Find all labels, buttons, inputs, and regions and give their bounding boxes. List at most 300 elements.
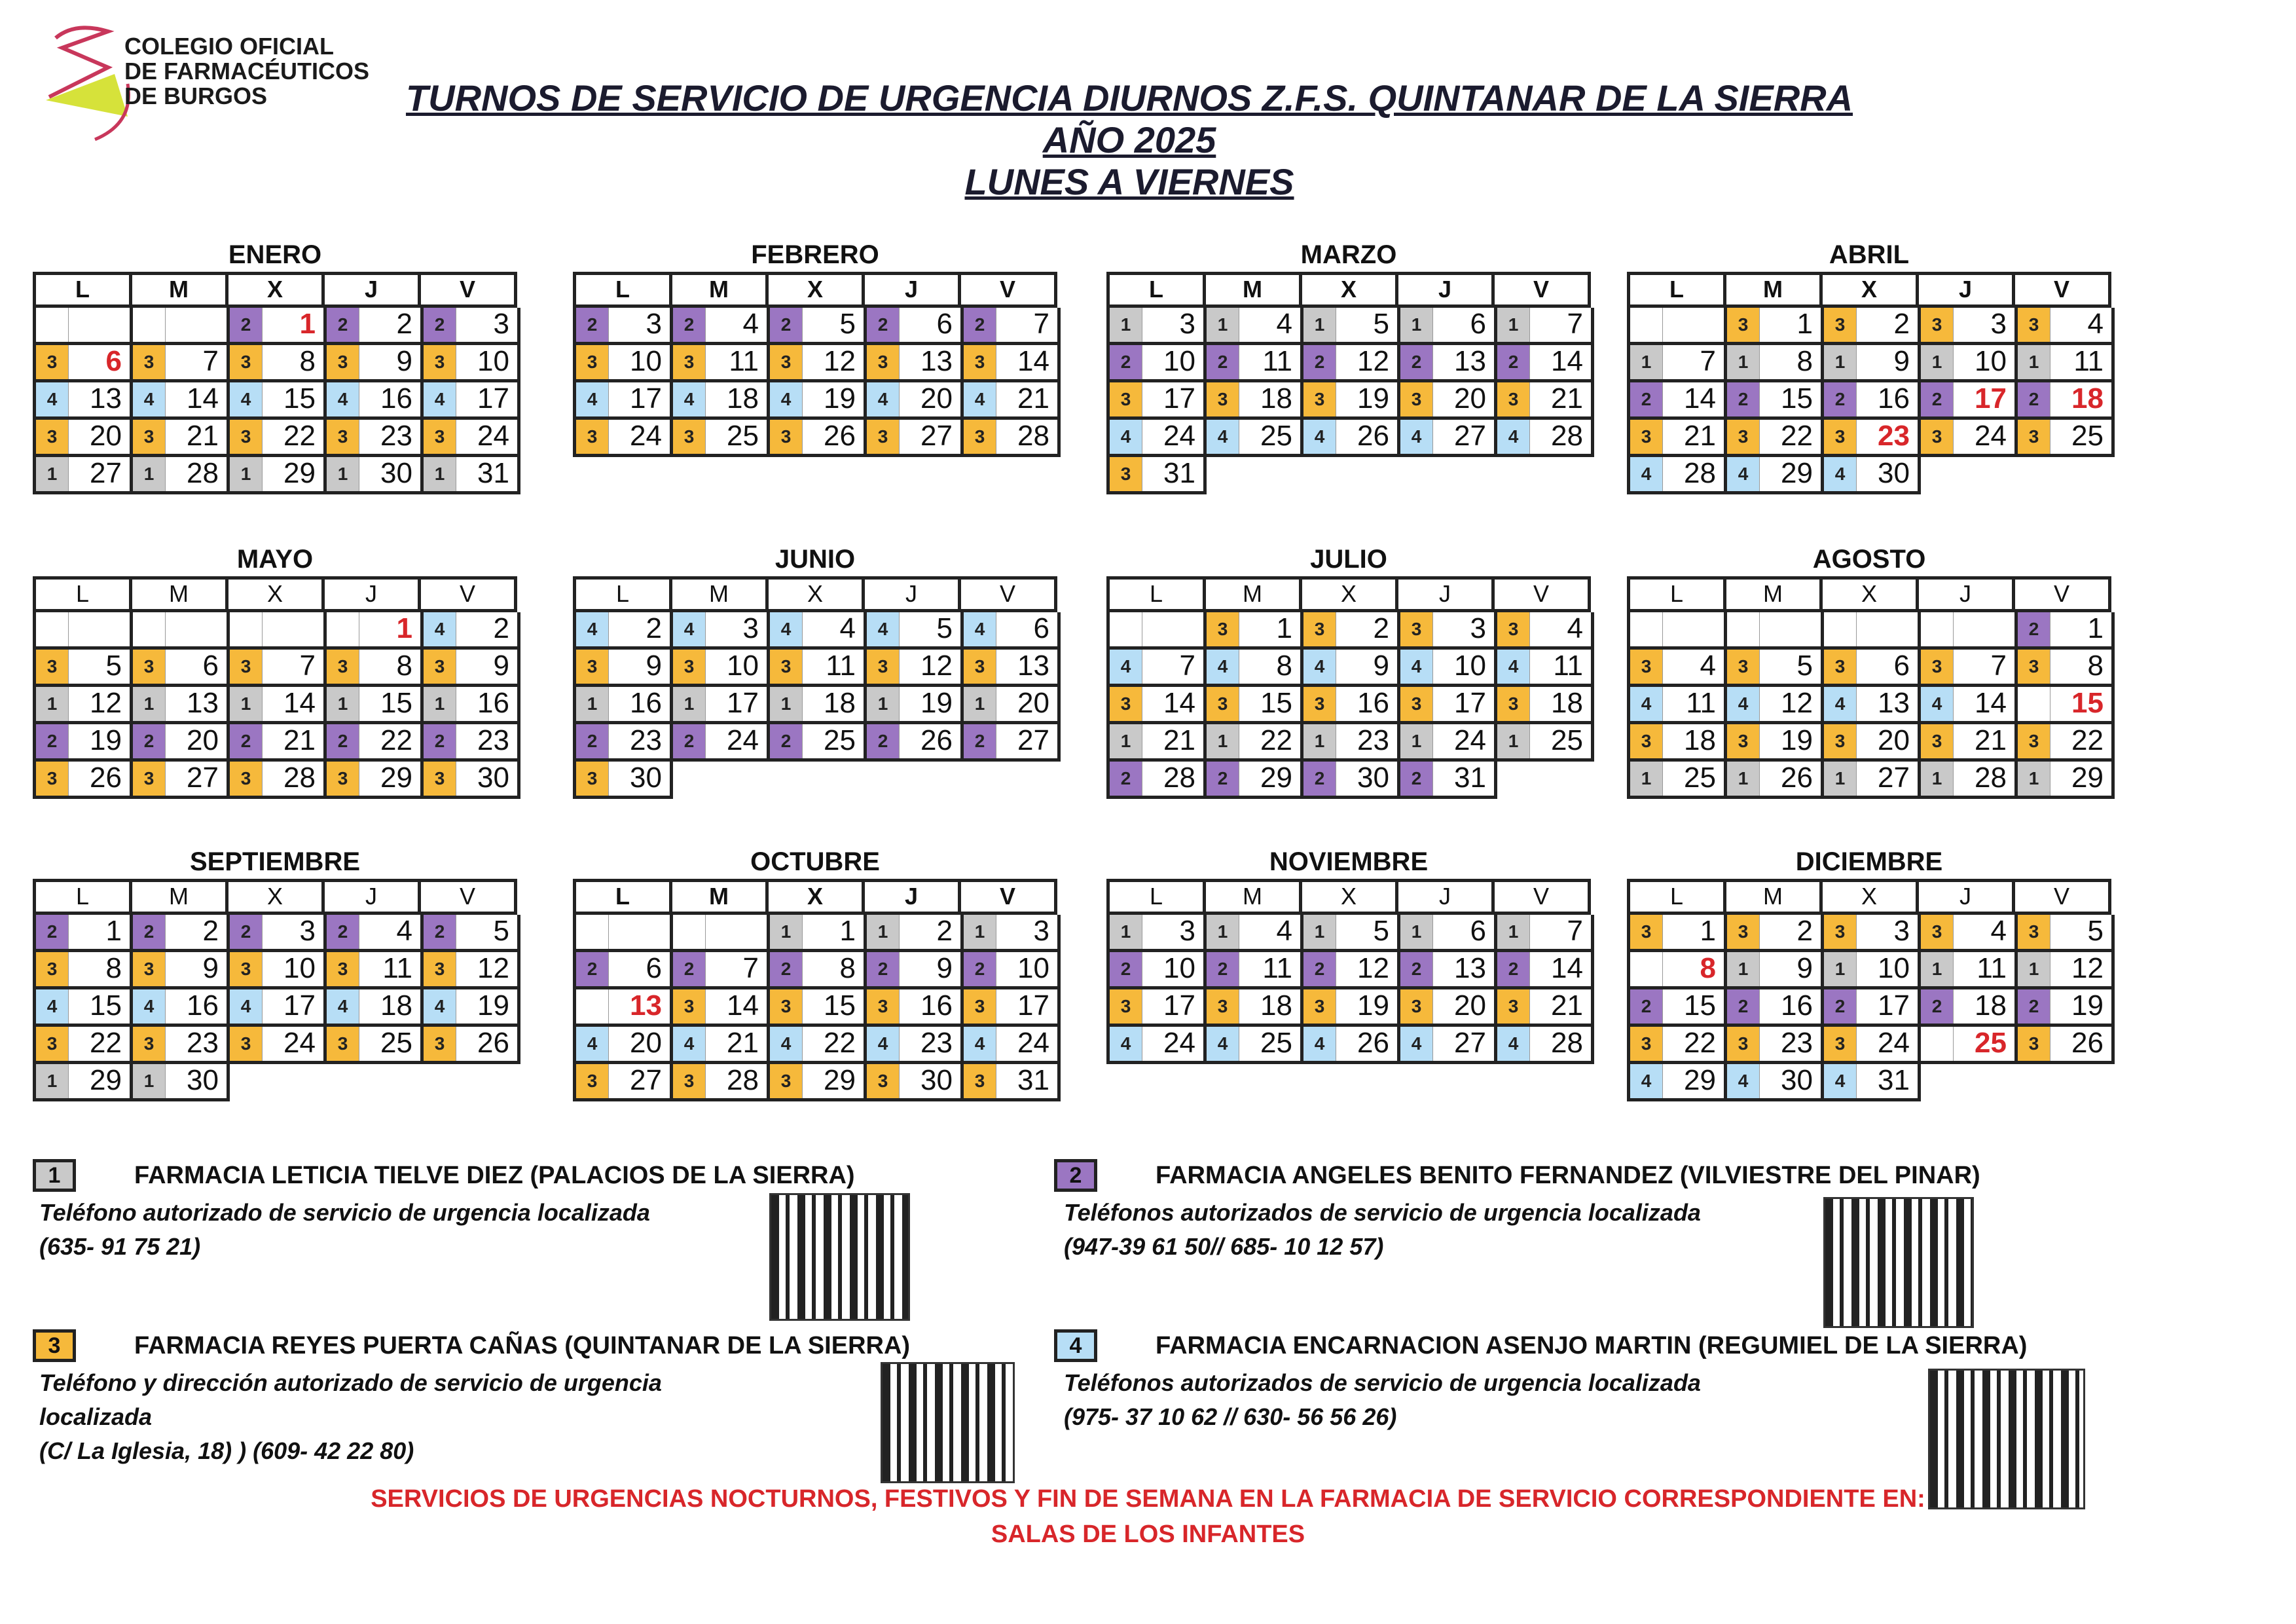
day-cell[interactable] [1203, 420, 1303, 457]
day-cell[interactable] [670, 382, 770, 420]
day-cell[interactable] [573, 1064, 673, 1101]
day-cell[interactable] [864, 724, 964, 762]
day-cell[interactable] [130, 1064, 230, 1101]
shift-badge: 2 [1824, 989, 1857, 1024]
day-cell[interactable] [227, 724, 327, 762]
day-cell[interactable] [1203, 952, 1303, 989]
weekday-header [33, 576, 517, 609]
day-cell[interactable] [323, 1027, 424, 1064]
day-cell[interactable] [420, 989, 520, 1027]
day-cell[interactable] [864, 952, 964, 989]
day-cell[interactable] [767, 382, 867, 420]
day-cell[interactable] [670, 308, 770, 345]
day-cell[interactable] [1397, 989, 1497, 1027]
day-cell[interactable] [2014, 762, 2115, 799]
day-cell[interactable] [420, 457, 520, 494]
day-cell[interactable] [2014, 687, 2115, 724]
day-cell[interactable] [670, 612, 770, 650]
day-cell[interactable] [420, 420, 520, 457]
day-cell[interactable] [864, 1027, 964, 1064]
day-cell[interactable] [960, 952, 1061, 989]
day-cell[interactable] [573, 420, 673, 457]
day-cell[interactable] [1724, 989, 1824, 1027]
day-cell[interactable] [767, 612, 867, 650]
day-cell[interactable] [670, 687, 770, 724]
day-cell[interactable] [1300, 650, 1400, 687]
day-cell[interactable] [1918, 687, 2018, 724]
shift-badge: 4 [36, 382, 69, 416]
day-cell[interactable] [227, 382, 327, 420]
day-cell[interactable] [1106, 915, 1207, 952]
shift-badge: 1 [1727, 345, 1760, 379]
day-cell[interactable] [227, 345, 327, 382]
day-cell[interactable] [670, 1027, 770, 1064]
day-cell[interactable] [1494, 915, 1594, 952]
day-cell[interactable] [1106, 1027, 1207, 1064]
day-cell[interactable] [1821, 1027, 1921, 1064]
day-cell[interactable] [227, 687, 327, 724]
day-number: 10 [1017, 952, 1049, 984]
day-cell[interactable] [420, 724, 520, 762]
day-cell[interactable] [227, 762, 327, 799]
day-cell[interactable] [1106, 989, 1207, 1027]
day-cell[interactable] [1397, 687, 1497, 724]
day-cell[interactable] [1627, 420, 1727, 457]
day-cell[interactable] [960, 1064, 1061, 1101]
day-cell[interactable] [227, 989, 327, 1027]
day-cell[interactable] [1300, 382, 1400, 420]
day-cell[interactable] [864, 1064, 964, 1101]
day-cell[interactable] [1724, 308, 1824, 345]
day-cell[interactable] [420, 382, 520, 420]
day-cell[interactable] [1106, 420, 1207, 457]
day-cell[interactable] [1918, 345, 2018, 382]
day-cell[interactable] [1397, 650, 1497, 687]
day-cell[interactable] [1106, 952, 1207, 989]
day-cell[interactable] [2014, 382, 2115, 420]
qr-code-icon[interactable] [769, 1193, 910, 1321]
day-cell[interactable] [1821, 915, 1921, 952]
day-number: 25 [727, 420, 759, 452]
day-cell[interactable] [1300, 724, 1400, 762]
day-cell[interactable] [1397, 762, 1497, 799]
day-cell[interactable] [1397, 308, 1497, 345]
qr-code-icon[interactable] [1823, 1197, 1974, 1328]
shift-badge: 3 [1824, 308, 1857, 342]
day-cell[interactable] [670, 345, 770, 382]
day-cell[interactable] [323, 952, 424, 989]
day-cell[interactable] [1627, 1027, 1727, 1064]
day-cell[interactable] [323, 724, 424, 762]
day-cell[interactable] [33, 457, 133, 494]
day-cell[interactable] [227, 650, 327, 687]
day-cell[interactable] [573, 1027, 673, 1064]
day-cell[interactable] [33, 687, 133, 724]
day-cell[interactable] [1494, 420, 1594, 457]
day-cell[interactable] [1494, 687, 1594, 724]
day-cell[interactable] [1106, 345, 1207, 382]
day-cell[interactable] [1724, 1027, 1824, 1064]
day-cell[interactable] [1821, 420, 1921, 457]
day-cell[interactable] [2014, 420, 2115, 457]
day-number: 9 [646, 650, 662, 682]
day-cell[interactable] [573, 724, 673, 762]
day-cell[interactable] [1494, 308, 1594, 345]
day-cell[interactable] [1106, 650, 1207, 687]
day-cell[interactable] [33, 650, 133, 687]
day-cell[interactable] [323, 915, 424, 952]
day-cell[interactable] [323, 308, 424, 345]
day-cell[interactable] [1300, 915, 1400, 952]
day-cell[interactable] [33, 989, 133, 1027]
day-cell[interactable] [1494, 952, 1594, 989]
day-cell[interactable] [1106, 762, 1207, 799]
night-service-notice [0, 1481, 2296, 1552]
day-cell[interactable] [2014, 989, 2115, 1027]
day-cell[interactable] [323, 382, 424, 420]
day-cell[interactable] [960, 612, 1061, 650]
day-cell[interactable] [1494, 382, 1594, 420]
day-number: 8 [2087, 650, 2104, 682]
day-cell[interactable] [1300, 687, 1400, 724]
day-cell[interactable] [767, 308, 867, 345]
day-cell[interactable] [573, 650, 673, 687]
day-number: 22 [1260, 724, 1292, 756]
day-cell[interactable] [960, 308, 1061, 345]
day-cell[interactable] [1300, 420, 1400, 457]
day-cell[interactable] [864, 687, 964, 724]
day-cell[interactable] [2014, 1027, 2115, 1064]
day-cell[interactable] [1494, 612, 1594, 650]
day-cell[interactable] [130, 420, 230, 457]
day-cell[interactable] [573, 612, 673, 650]
day-cell[interactable] [1918, 762, 2018, 799]
day-cell[interactable] [960, 1027, 1061, 1064]
day-cell[interactable] [1918, 308, 2018, 345]
day-cell[interactable] [33, 724, 133, 762]
day-cell[interactable] [573, 345, 673, 382]
day-cell[interactable] [323, 650, 424, 687]
day-cell[interactable] [1627, 762, 1727, 799]
day-cell[interactable] [767, 915, 867, 952]
shift-badge: 3 [2018, 308, 2050, 342]
day-cell[interactable] [130, 345, 230, 382]
shift-badge: 3 [1727, 650, 1760, 684]
day-cell[interactable] [1918, 382, 2018, 420]
day-cell[interactable] [573, 308, 673, 345]
shift-badge: 3 [673, 420, 706, 454]
day-cell[interactable] [670, 1064, 770, 1101]
day-cell[interactable] [767, 420, 867, 457]
day-cell[interactable] [960, 989, 1061, 1027]
day-cell[interactable] [2014, 952, 2115, 989]
day-cell[interactable] [1106, 382, 1207, 420]
day-cell[interactable] [1918, 952, 2018, 989]
day-cell[interactable] [960, 382, 1061, 420]
weekday-label: J [862, 882, 958, 912]
shift-badge: 1 [2018, 952, 2050, 986]
day-cell[interactable] [767, 345, 867, 382]
day-cell[interactable] [1627, 687, 1727, 724]
day-cell[interactable] [130, 382, 230, 420]
day-cell[interactable] [1397, 1027, 1497, 1064]
day-cell[interactable] [1627, 724, 1727, 762]
day-cell[interactable] [420, 762, 520, 799]
shift-badge: 1 [1824, 345, 1857, 379]
day-cell[interactable] [767, 989, 867, 1027]
day-number: 2 [493, 612, 509, 644]
day-cell[interactable] [1821, 687, 1921, 724]
day-cell[interactable] [1821, 382, 1921, 420]
day-cell[interactable] [1203, 762, 1303, 799]
day-cell[interactable] [33, 420, 133, 457]
day-cell[interactable] [33, 915, 133, 952]
day-cell[interactable] [864, 989, 964, 1027]
day-cell[interactable] [767, 687, 867, 724]
weekday-label: X [1819, 275, 1916, 304]
shift-badge: 4 [867, 612, 900, 646]
day-cell[interactable] [1821, 724, 1921, 762]
day-cell[interactable] [1397, 915, 1497, 952]
day-cell[interactable] [420, 345, 520, 382]
day-number: 4 [2087, 308, 2104, 340]
day-cell[interactable] [1821, 457, 1921, 494]
day-cell[interactable] [1203, 989, 1303, 1027]
day-cell[interactable] [670, 650, 770, 687]
day-cell[interactable] [670, 952, 770, 989]
day-cell[interactable] [1627, 345, 1727, 382]
day-number: 7 [1567, 915, 1583, 947]
day-cell[interactable] [1724, 457, 1824, 494]
day-cell[interactable] [323, 989, 424, 1027]
day-cell[interactable] [1300, 308, 1400, 345]
day-cell[interactable] [1397, 382, 1497, 420]
day-cell[interactable] [1300, 345, 1400, 382]
day-cell[interactable] [323, 345, 424, 382]
day-number: 21 [283, 724, 316, 756]
day-cell[interactable] [1724, 382, 1824, 420]
day-cell[interactable] [1821, 650, 1921, 687]
day-cell[interactable] [420, 308, 520, 345]
day-cell[interactable] [1397, 420, 1497, 457]
shift-badge: 1 [1303, 915, 1336, 949]
day-cell[interactable] [1627, 915, 1727, 952]
day-cell[interactable] [130, 762, 230, 799]
shift-badge: 4 [1727, 457, 1760, 491]
day-cell[interactable] [864, 345, 964, 382]
day-cell[interactable] [1300, 1027, 1400, 1064]
day-cell[interactable] [33, 382, 133, 420]
day-cell[interactable] [1203, 915, 1303, 952]
day-cell[interactable] [1203, 687, 1303, 724]
day-cell[interactable] [323, 457, 424, 494]
shift-badge: 4 [424, 612, 456, 646]
day-cell[interactable] [767, 1064, 867, 1101]
day-cell[interactable] [1724, 687, 1824, 724]
day-cell[interactable] [767, 650, 867, 687]
day-cell[interactable] [1724, 762, 1824, 799]
day-cell[interactable] [1494, 724, 1594, 762]
day-cell[interactable] [573, 952, 673, 989]
day-cell[interactable] [130, 952, 230, 989]
day-cell[interactable] [864, 650, 964, 687]
day-cell[interactable] [1724, 650, 1824, 687]
day-cell[interactable] [767, 1027, 867, 1064]
day-number: 6 [1033, 612, 1049, 644]
day-cell[interactable] [1724, 952, 1824, 989]
day-cell[interactable] [323, 612, 424, 650]
day-cell[interactable] [864, 420, 964, 457]
day-cell[interactable] [573, 687, 673, 724]
day-cell[interactable] [1918, 420, 2018, 457]
day-cell[interactable] [1300, 952, 1400, 989]
day-cell[interactable] [1627, 457, 1727, 494]
day-cell[interactable] [1106, 687, 1207, 724]
day-cell[interactable] [2014, 308, 2115, 345]
day-cell[interactable] [1918, 650, 2018, 687]
day-cell[interactable] [767, 952, 867, 989]
day-cell[interactable] [1821, 345, 1921, 382]
qr-code-icon[interactable] [881, 1362, 1015, 1483]
day-number: 20 [1878, 724, 1910, 756]
shift-badge: 4 [867, 382, 900, 416]
day-cell[interactable] [1724, 915, 1824, 952]
day-cell[interactable] [420, 1027, 520, 1064]
day-cell[interactable] [1627, 1064, 1727, 1101]
day-number: 2 [646, 612, 662, 644]
day-cell[interactable] [420, 952, 520, 989]
day-cell[interactable] [420, 612, 520, 650]
day-cell[interactable] [1918, 915, 2018, 952]
day-cell[interactable] [227, 308, 327, 345]
day-cell[interactable] [1203, 724, 1303, 762]
shift-badge: 2 [1303, 345, 1336, 379]
day-cell[interactable] [1203, 382, 1303, 420]
day-cell[interactable] [1821, 1064, 1921, 1101]
day-cell[interactable] [1397, 724, 1497, 762]
day-cell[interactable] [1724, 1064, 1824, 1101]
day-cell[interactable] [323, 687, 424, 724]
day-cell[interactable] [670, 989, 770, 1027]
day-cell[interactable] [1724, 420, 1824, 457]
day-cell[interactable] [420, 915, 520, 952]
day-cell[interactable] [33, 1064, 133, 1101]
day-cell[interactable] [33, 952, 133, 989]
day-cell[interactable] [227, 1027, 327, 1064]
day-cell[interactable] [960, 345, 1061, 382]
day-cell[interactable] [1397, 612, 1497, 650]
weekday-label: J [862, 275, 958, 304]
day-cell[interactable] [1300, 762, 1400, 799]
day-cell[interactable] [227, 915, 327, 952]
day-cell[interactable] [1494, 1027, 1594, 1064]
day-cell[interactable] [2014, 915, 2115, 952]
weekday-label: L [615, 883, 630, 910]
day-cell[interactable] [960, 420, 1061, 457]
day-cell[interactable] [1821, 989, 1921, 1027]
day-cell[interactable] [33, 345, 133, 382]
day-cell[interactable] [1397, 345, 1497, 382]
day-cell[interactable] [130, 650, 230, 687]
shift-badge [1727, 612, 1760, 646]
day-cell[interactable] [1627, 650, 1727, 687]
day-cell[interactable] [323, 420, 424, 457]
day-cell[interactable] [573, 989, 673, 1027]
day-cell[interactable] [1821, 952, 1921, 989]
day-cell[interactable] [1300, 989, 1400, 1027]
day-cell[interactable] [573, 762, 673, 799]
day-cell[interactable] [2014, 612, 2115, 650]
shift-badge: 4 [673, 382, 706, 416]
day-cell[interactable] [1397, 952, 1497, 989]
day-cell[interactable] [864, 382, 964, 420]
day-cell[interactable] [227, 457, 327, 494]
day-cell[interactable] [670, 420, 770, 457]
day-cell[interactable] [130, 457, 230, 494]
day-cell[interactable] [1203, 650, 1303, 687]
day-cell[interactable] [1203, 1027, 1303, 1064]
day-cell[interactable] [1106, 724, 1207, 762]
day-cell[interactable] [1106, 457, 1207, 494]
day-cell[interactable] [1203, 612, 1303, 650]
day-cell[interactable] [33, 1027, 133, 1064]
day-cell[interactable] [1300, 612, 1400, 650]
day-cell[interactable] [130, 687, 230, 724]
day-cell[interactable] [1724, 345, 1824, 382]
day-cell[interactable] [1106, 308, 1207, 345]
day-cell[interactable] [864, 915, 964, 952]
day-cell[interactable] [130, 915, 230, 952]
day-cell[interactable] [227, 952, 327, 989]
day-cell[interactable] [1821, 308, 1921, 345]
day-cell[interactable] [1627, 952, 1727, 989]
day-cell[interactable] [960, 724, 1061, 762]
day-cell[interactable] [1724, 724, 1824, 762]
day-cell[interactable] [33, 762, 133, 799]
day-cell[interactable] [767, 724, 867, 762]
day-cell[interactable] [1821, 762, 1921, 799]
day-cell[interactable] [1203, 308, 1303, 345]
day-cell[interactable] [1203, 345, 1303, 382]
day-cell[interactable] [960, 687, 1061, 724]
day-cell[interactable] [960, 650, 1061, 687]
day-cell[interactable] [1918, 724, 2018, 762]
day-cell[interactable] [864, 612, 964, 650]
day-cell[interactable] [1494, 345, 1594, 382]
day-cell[interactable] [130, 1027, 230, 1064]
day-cell[interactable] [670, 724, 770, 762]
day-cell[interactable] [1494, 650, 1594, 687]
day-cell[interactable] [960, 915, 1061, 952]
day-cell[interactable] [1494, 989, 1594, 1027]
day-cell[interactable] [573, 382, 673, 420]
day-cell[interactable] [2014, 345, 2115, 382]
day-cell[interactable] [1918, 989, 2018, 1027]
day-cell[interactable] [1918, 1027, 2018, 1064]
day-cell[interactable] [227, 420, 327, 457]
day-cell[interactable] [323, 762, 424, 799]
day-cell[interactable] [420, 687, 520, 724]
day-number: 8 [299, 345, 316, 377]
day-cell[interactable] [130, 724, 230, 762]
day-cell[interactable] [2014, 724, 2115, 762]
day-cell[interactable] [2014, 650, 2115, 687]
day-cell[interactable] [420, 650, 520, 687]
day-cell[interactable] [130, 989, 230, 1027]
day-cell[interactable] [1627, 382, 1727, 420]
day-cell[interactable] [1627, 989, 1727, 1027]
day-cell[interactable] [864, 308, 964, 345]
